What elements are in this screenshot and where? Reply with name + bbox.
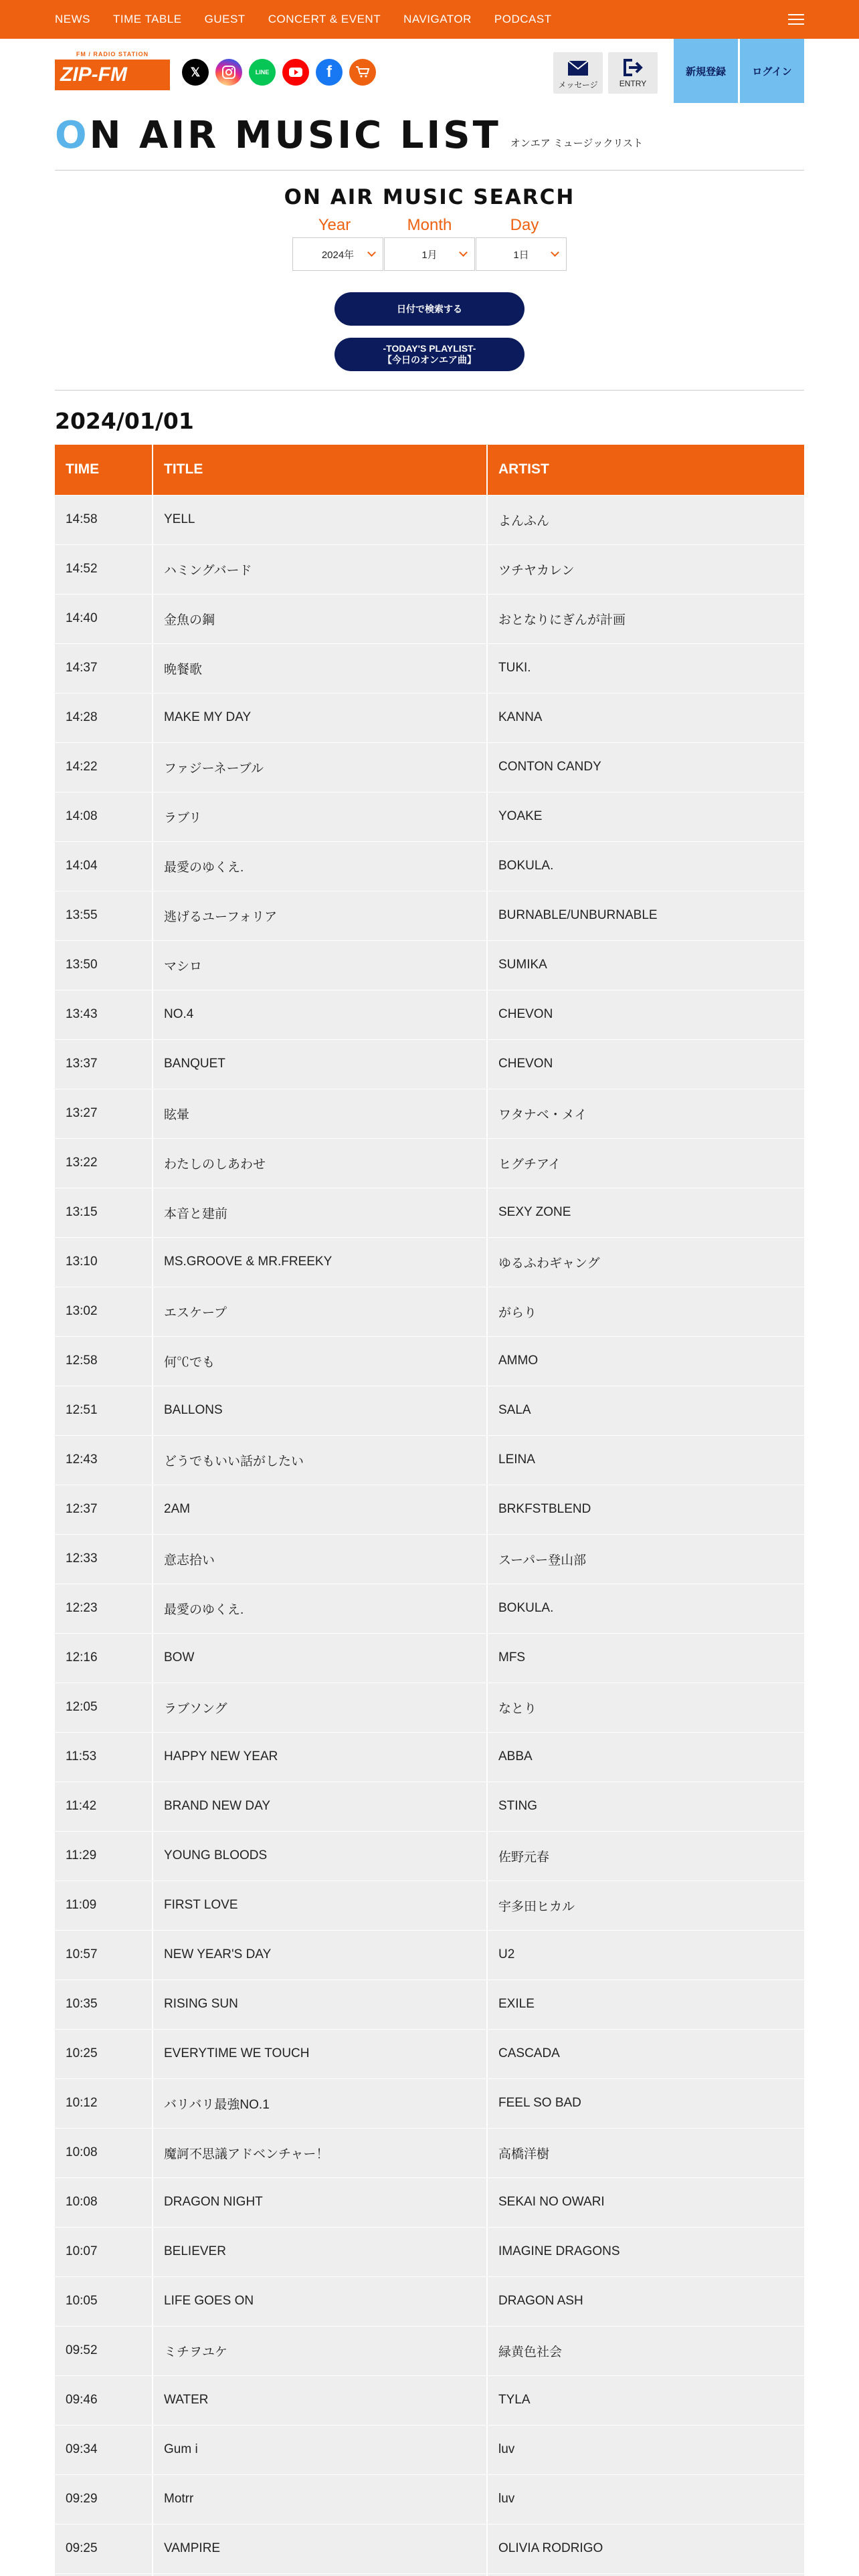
cell-time: 11:29 bbox=[55, 1831, 153, 1881]
chevron-down-icon bbox=[551, 248, 559, 257]
table-row bbox=[55, 2524, 804, 2573]
cell-time: 13:27 bbox=[55, 1089, 153, 1138]
cell-time: 13:02 bbox=[55, 1287, 153, 1336]
cell-time: 12:16 bbox=[55, 1633, 153, 1683]
line-icon[interactable] bbox=[249, 59, 276, 86]
cell-title: RISING SUN bbox=[153, 1979, 487, 2029]
social-links bbox=[182, 59, 376, 86]
page-title bbox=[55, 115, 501, 156]
cell-artist: ワタナベ・メイ bbox=[487, 1089, 804, 1138]
cell-time: 12:33 bbox=[55, 1534, 153, 1584]
cell-artist: CASCADA bbox=[487, 2029, 804, 2078]
nav-news[interactable]: NEWS bbox=[55, 13, 90, 25]
cell-time: 09:25 bbox=[55, 2524, 153, 2573]
cell-time: 13:22 bbox=[55, 1138, 153, 1188]
cell-time: 11:42 bbox=[55, 1782, 153, 1831]
todays-playlist-line2: 【今日のオンエア曲】 bbox=[383, 354, 476, 365]
table-row bbox=[55, 2276, 804, 2326]
cell-artist: がらり bbox=[487, 1287, 804, 1336]
cell-title: BALLONS bbox=[153, 1386, 487, 1435]
cell-time: 13:43 bbox=[55, 990, 153, 1039]
table-row bbox=[55, 1584, 804, 1633]
table-row bbox=[55, 1485, 804, 1534]
cell-time: 14:37 bbox=[55, 643, 153, 693]
table-row bbox=[55, 1534, 804, 1584]
nav-navigator[interactable]: NAVIGATOR bbox=[403, 13, 472, 25]
cell-artist: STING bbox=[487, 1782, 804, 1831]
cell-title: ラブリ bbox=[153, 792, 487, 841]
page-subtitle: オンエア ミュージックリスト bbox=[510, 138, 644, 149]
cell-time: 10:08 bbox=[55, 2177, 153, 2227]
login-button[interactable]: ログイン bbox=[740, 39, 804, 103]
line-label: LINE bbox=[255, 69, 270, 76]
table-row bbox=[55, 1881, 804, 1930]
cell-title: バリバリ最強NO.1 bbox=[153, 2078, 487, 2128]
cell-artist: TUKI. bbox=[487, 643, 804, 693]
cell-title: DRAGON NIGHT bbox=[153, 2177, 487, 2227]
cell-time: 09:29 bbox=[55, 2474, 153, 2524]
cell-time: 09:34 bbox=[55, 2425, 153, 2474]
cell-time: 12:05 bbox=[55, 1683, 153, 1732]
cell-time: 13:37 bbox=[55, 1039, 153, 1089]
cell-artist: スーパー登山部 bbox=[487, 1534, 804, 1584]
todays-playlist-line1: -TODAY'S PLAYLIST- bbox=[383, 343, 476, 354]
cell-time: 13:10 bbox=[55, 1237, 153, 1287]
table-row bbox=[55, 891, 804, 940]
table-row bbox=[55, 1782, 804, 1831]
table-row bbox=[55, 1386, 804, 1435]
cell-time: 12:37 bbox=[55, 1485, 153, 1534]
column-header-time: TIME bbox=[55, 445, 153, 495]
cell-title: 晩餐歌 bbox=[153, 643, 487, 693]
table-row bbox=[55, 841, 804, 891]
search-labels bbox=[0, 216, 859, 235]
table-row bbox=[55, 2177, 804, 2227]
date-selects bbox=[0, 237, 859, 271]
table-row bbox=[55, 1287, 804, 1336]
cell-title: 眩暈 bbox=[153, 1089, 487, 1138]
table-row bbox=[55, 1336, 804, 1386]
cell-artist: FEEL SO BAD bbox=[487, 2078, 804, 2128]
header bbox=[0, 39, 859, 116]
cell-artist: よんふん bbox=[487, 495, 804, 544]
cell-time: 12:58 bbox=[55, 1336, 153, 1386]
cell-artist: ツチヤカレン bbox=[487, 544, 804, 594]
cell-title: MS.GROOVE & MR.FREEKY bbox=[153, 1237, 487, 1287]
cell-title: 最愛のゆくえ. bbox=[153, 841, 487, 891]
day-select[interactable] bbox=[476, 237, 567, 271]
cell-time: 10:12 bbox=[55, 2078, 153, 2128]
cell-title: BOW bbox=[153, 1633, 487, 1683]
month-select[interactable] bbox=[384, 237, 475, 271]
shop-icon[interactable] bbox=[349, 59, 376, 86]
cell-time: 10:57 bbox=[55, 1930, 153, 1979]
cell-artist: 佐野元春 bbox=[487, 1831, 804, 1881]
cell-time: 10:25 bbox=[55, 2029, 153, 2078]
cell-title: NO.4 bbox=[153, 990, 487, 1039]
cell-title: Motrr bbox=[153, 2474, 487, 2524]
cell-artist: luv bbox=[487, 2425, 804, 2474]
table-row bbox=[55, 1633, 804, 1683]
cell-artist: CONTON CANDY bbox=[487, 742, 804, 792]
chevron-down-icon bbox=[459, 248, 468, 257]
logo-tagline: FM / RADIO STATION bbox=[76, 51, 149, 58]
cell-time: 11:53 bbox=[55, 1732, 153, 1782]
register-button[interactable]: 新規登録 bbox=[674, 39, 738, 103]
cell-title: BANQUET bbox=[153, 1039, 487, 1089]
table-row bbox=[55, 2227, 804, 2276]
cell-title: FIRST LOVE bbox=[153, 1881, 487, 1930]
cell-time: 10:08 bbox=[55, 2128, 153, 2177]
cell-time: 10:07 bbox=[55, 2227, 153, 2276]
table-row bbox=[55, 792, 804, 841]
cell-time: 14:04 bbox=[55, 841, 153, 891]
cell-title: 本音と建前 bbox=[153, 1188, 487, 1237]
cell-time: 13:50 bbox=[55, 940, 153, 990]
cell-title: MAKE MY DAY bbox=[153, 693, 487, 742]
message-button[interactable] bbox=[553, 52, 603, 94]
cell-title: 最愛のゆくえ. bbox=[153, 1584, 487, 1633]
cell-artist: YOAKE bbox=[487, 792, 804, 841]
table-row bbox=[55, 1138, 804, 1188]
message-label: メッセージ bbox=[558, 80, 598, 90]
cell-title: BELIEVER bbox=[153, 2227, 487, 2276]
entry-label: ENTRY bbox=[619, 79, 647, 88]
top-nav bbox=[0, 0, 859, 39]
cell-artist: SEXY ZONE bbox=[487, 1188, 804, 1237]
cell-title: 意志拾い bbox=[153, 1534, 487, 1584]
cell-artist: BOKULA. bbox=[487, 1584, 804, 1633]
table-row bbox=[55, 1831, 804, 1881]
logo-text: ZIP-FM 77.8 bbox=[55, 60, 170, 90]
cell-time: 11:09 bbox=[55, 1881, 153, 1930]
nav-concert-event[interactable]: CONCERT & EVENT bbox=[268, 13, 381, 25]
cell-title: マシロ bbox=[153, 940, 487, 990]
table-row bbox=[55, 2128, 804, 2177]
cell-time: 12:23 bbox=[55, 1584, 153, 1633]
cell-time: 14:08 bbox=[55, 792, 153, 841]
youtube-icon[interactable] bbox=[282, 59, 309, 86]
cell-title: 何℃でも bbox=[153, 1336, 487, 1386]
cell-artist: SALA bbox=[487, 1386, 804, 1435]
day-select-value: 1日 bbox=[513, 249, 529, 261]
day-label: Day bbox=[510, 216, 539, 234]
cell-title: YELL bbox=[153, 495, 487, 544]
page-title-area bbox=[0, 106, 859, 156]
table-row bbox=[55, 2425, 804, 2474]
table-row bbox=[55, 2573, 804, 2576]
table-row bbox=[55, 2029, 804, 2078]
cell-title: ミチヲユケ bbox=[153, 2326, 487, 2375]
nav-guest[interactable]: GUEST bbox=[204, 13, 246, 25]
cell-artist: ヒグチアイ bbox=[487, 1138, 804, 1188]
cell-time: 14:22 bbox=[55, 742, 153, 792]
cell-artist: KANNA bbox=[487, 693, 804, 742]
hamburger-menu-icon[interactable] bbox=[788, 14, 804, 25]
table-row bbox=[55, 1732, 804, 1782]
table-row bbox=[55, 1039, 804, 1089]
cell-artist: TYLA bbox=[487, 2375, 804, 2425]
cell-title bbox=[153, 2573, 487, 2576]
cell-time: 12:43 bbox=[55, 1435, 153, 1485]
table-row bbox=[55, 693, 804, 742]
cell-title: 2AM bbox=[153, 1485, 487, 1534]
table-header bbox=[55, 445, 804, 495]
year-select-value: 2024年 bbox=[321, 249, 355, 261]
table-row bbox=[55, 495, 804, 544]
cell-title: EVERYTIME WE TOUCH bbox=[153, 2029, 487, 2078]
cell-title: HAPPY NEW YEAR bbox=[153, 1732, 487, 1782]
cell-artist: BRKFSTBLEND bbox=[487, 1485, 804, 1534]
cell-artist: CHEVON bbox=[487, 990, 804, 1039]
table-row bbox=[55, 940, 804, 990]
cell-artist: SUMIKA bbox=[487, 940, 804, 990]
year-label: Year bbox=[318, 216, 351, 234]
cell-title: 魔訶不思議アドベンチャー！ bbox=[153, 2128, 487, 2177]
nav-podcast[interactable]: PODCAST bbox=[494, 13, 552, 25]
cell-title: ラブソング bbox=[153, 1683, 487, 1732]
cell-time: 13:55 bbox=[55, 891, 153, 940]
cell-title: NEW YEAR'S DAY bbox=[153, 1930, 487, 1979]
cell-title: 逃げるユーフォリア bbox=[153, 891, 487, 940]
table-row bbox=[55, 594, 804, 643]
cell-time: 14:52 bbox=[55, 544, 153, 594]
page-title-first-letter: O bbox=[55, 114, 90, 157]
table-row bbox=[55, 2375, 804, 2425]
divider bbox=[55, 390, 804, 391]
month-label: Month bbox=[407, 216, 452, 234]
cell-artist: LEINA bbox=[487, 1435, 804, 1485]
table-row bbox=[55, 643, 804, 693]
cell-title: BRAND NEW DAY bbox=[153, 1782, 487, 1831]
cell-time bbox=[55, 2573, 153, 2576]
cell-artist: DRAGON ASH bbox=[487, 2276, 804, 2326]
music-list-table bbox=[55, 445, 804, 2576]
column-header-artist: ARTIST bbox=[487, 445, 804, 495]
cell-time: 14:58 bbox=[55, 495, 153, 544]
cell-artist: IMAGINE DRAGONS bbox=[487, 2227, 804, 2276]
cell-artist: なとり bbox=[487, 1683, 804, 1732]
table-row bbox=[55, 990, 804, 1039]
cell-artist: U2 bbox=[487, 1930, 804, 1979]
table-row bbox=[55, 1930, 804, 1979]
cell-title: ファジーネーブル bbox=[153, 742, 487, 792]
instagram-icon[interactable] bbox=[215, 59, 242, 86]
cell-title: LIFE GOES ON bbox=[153, 2276, 487, 2326]
table-row bbox=[55, 2078, 804, 2128]
table-row bbox=[55, 742, 804, 792]
entry-button[interactable] bbox=[608, 52, 658, 94]
page-title-rest: N AIR MUSIC LIST bbox=[89, 114, 501, 157]
todays-playlist-button[interactable] bbox=[335, 338, 524, 371]
cell-time: 10:05 bbox=[55, 2276, 153, 2326]
cell-title: VAMPIRE bbox=[153, 2524, 487, 2573]
cell-artist: AMMO bbox=[487, 1336, 804, 1386]
cell-time: 14:40 bbox=[55, 594, 153, 643]
cell-artist bbox=[487, 2573, 804, 2576]
table-row bbox=[55, 1188, 804, 1237]
cell-title: エスケープ bbox=[153, 1287, 487, 1336]
table-row bbox=[55, 2326, 804, 2375]
cell-artist: ABBA bbox=[487, 1732, 804, 1782]
cell-title: YOUNG BLOODS bbox=[153, 1831, 487, 1881]
cell-time: 09:52 bbox=[55, 2326, 153, 2375]
table-row bbox=[55, 2474, 804, 2524]
cell-artist: MFS bbox=[487, 1633, 804, 1683]
list-date: 2024/01/01 bbox=[55, 408, 194, 434]
cell-title: どうでもいい話がしたい bbox=[153, 1435, 487, 1485]
cell-artist: ゆるふわギャング bbox=[487, 1237, 804, 1287]
cell-time: 09:46 bbox=[55, 2375, 153, 2425]
cell-title: 金魚の鋼 bbox=[153, 594, 487, 643]
cell-time: 13:15 bbox=[55, 1188, 153, 1237]
cell-artist: OLIVIA RODRIGO bbox=[487, 2524, 804, 2573]
cell-artist: 緑黄色社会 bbox=[487, 2326, 804, 2375]
nav-time-table[interactable]: TIME TABLE bbox=[113, 13, 182, 25]
cell-artist: EXILE bbox=[487, 1979, 804, 2029]
cell-time: 10:35 bbox=[55, 1979, 153, 2029]
table-row bbox=[55, 1237, 804, 1287]
table-row bbox=[55, 1435, 804, 1485]
entry-icon bbox=[608, 52, 658, 76]
cell-artist: おとなりにぎんが計画 bbox=[487, 594, 804, 643]
cell-artist: CHEVON bbox=[487, 1039, 804, 1089]
column-header-title: TITLE bbox=[153, 445, 487, 495]
search-title: ON AIR MUSIC SEARCH bbox=[284, 185, 575, 209]
cell-artist: luv bbox=[487, 2474, 804, 2524]
table-row bbox=[55, 544, 804, 594]
cell-artist: 宇多田ヒカル bbox=[487, 1881, 804, 1930]
cell-time: 12:51 bbox=[55, 1386, 153, 1435]
year-select[interactable] bbox=[292, 237, 383, 271]
cell-artist: SEKAI NO OWARI bbox=[487, 2177, 804, 2227]
cell-title: ハミングバード bbox=[153, 544, 487, 594]
logo[interactable] bbox=[55, 51, 170, 116]
cell-title: Gum i bbox=[153, 2425, 487, 2474]
table-row bbox=[55, 1683, 804, 1732]
facebook-icon[interactable]: f bbox=[316, 59, 343, 86]
search-by-date-button[interactable]: 日付で検索する bbox=[335, 292, 524, 326]
cell-title: WATER bbox=[153, 2375, 487, 2425]
mail-icon bbox=[553, 52, 603, 76]
cell-artist: BURNABLE/UNBURNABLE bbox=[487, 891, 804, 940]
cell-time: 14:28 bbox=[55, 693, 153, 742]
x-icon[interactable]: 𝕏 bbox=[182, 59, 209, 86]
table-row bbox=[55, 1089, 804, 1138]
cell-artist: 高橋洋樹 bbox=[487, 2128, 804, 2177]
cell-title: わたしのしあわせ bbox=[153, 1138, 487, 1188]
month-select-value: 1月 bbox=[421, 249, 438, 261]
cell-artist: BOKULA. bbox=[487, 841, 804, 891]
table-row bbox=[55, 1979, 804, 2029]
table-body bbox=[55, 495, 804, 2576]
chevron-down-icon bbox=[367, 248, 376, 257]
music-search bbox=[0, 171, 859, 371]
